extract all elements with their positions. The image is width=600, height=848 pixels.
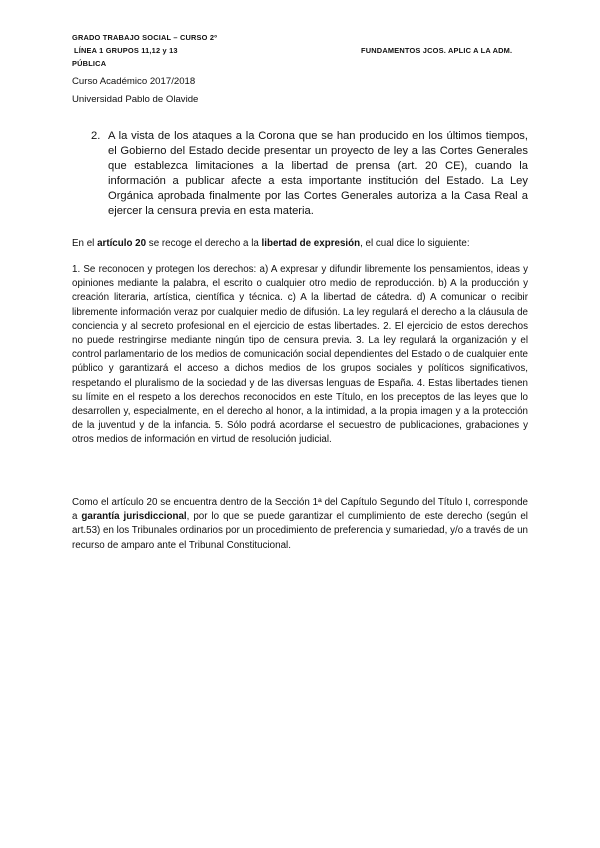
header-subject: FUNDAMENTOS JCOS. APLIC A LA ADM. <box>361 46 513 55</box>
conclusion-paragraph <box>72 496 528 553</box>
exercise-item <box>91 129 528 219</box>
intro-text: En el <box>72 238 98 249</box>
intro-bold-freedom: libertad de expresión <box>261 238 361 249</box>
university-name: Universidad Pablo de Olavide <box>72 94 199 105</box>
conclusion-text: Como el artículo 20 se encuentra dentro de la Sección 1ª del Capítulo Segundo del Título I, corresponde a <box>72 497 528 523</box>
conclusion-bold-guarantee: garantía jurisdiccional <box>81 511 187 523</box>
intro-text-2: se recoge el derecho a la <box>146 238 262 249</box>
conclusion-text-2: , por lo que se puede garantizar el cumplimiento de este derecho (según el art.53) en los Tribunales ordinarios por un procedimiento de preferencia y sumariedad, y/o a través de un recurso de amparo ante el Tribunal Constitucional. <box>72 511 528 551</box>
intro-text-3: , el cual dice lo siguiente: <box>360 238 470 249</box>
academic-year: Curso Académico 2017/2018 <box>72 76 196 87</box>
header-groups: LÍNEA 1 GRUPOS 11,12 y 13 <box>74 46 178 55</box>
header-degree: GRADO TRABAJO SOCIAL – CURSO 2º <box>72 33 218 42</box>
header-subject-continued: PÚBLICA <box>72 59 107 68</box>
intro-bold-article: artículo 20 <box>97 238 147 249</box>
article-20-text: 1. Se reconocen y protegen los derechos: a) A expresar y difundir libremente los pensamientos, ideas y opiniones mediante la palabra, el escrito o cualquier otro medio de reproducción. b) A la producción y creación literaria, artística, científica y técnica. c) A la libertad de cátedra. d) A comunicar o recibir libremente información veraz por cualquier medio de difusión. La ley regulará el derecho a la cláusula de conciencia y al secreto profesional en el ejercicio de estas libertades. 2. El ejercicio de estos derechos no puede restringirse mediante ningún tipo de censura previa. 3. La ley regulará la organización y el control parlamentario de los medios de comunicación social dependientes del Estado o de cualquier ente público y garantizará el acceso a dichos medios de los grupos sociales y políticos significativos, respetando el pluralismo de la sociedad y de las diversas lenguas de España. 4. Estas libertades tienen su límite en el respeto a los derechos reconocidos en este Título, en los preceptos de las leyes que lo desarrollen y, especialmente, en el derecho al honor, a la intimidad, a la propia imagen y a la protección de la juventud y de la infancia. 5. Sólo podrá acordarse el secuestro de publicaciones, grabaciones y otros medios de información en virtud de resolución judicial. <box>72 264 528 446</box>
intro-paragraph <box>72 237 528 251</box>
exercise-number: 2. <box>91 130 101 142</box>
exercise-statement: A la vista de los ataques a la Corona que se han producido en los últimos tiempos, el Gobierno del Estado decide presentar un proyecto de ley a las Cortes Generales que establezca limitaciones a la libertad de prensa (art. 20 CE), cuando la información a publicar afecte a esta importante institución del Estado. La Ley Orgánica aprobada finalmente por las Cortes Generales autoriza a la Casa Real a ejercer la censura previa en esta materia. <box>108 130 528 217</box>
